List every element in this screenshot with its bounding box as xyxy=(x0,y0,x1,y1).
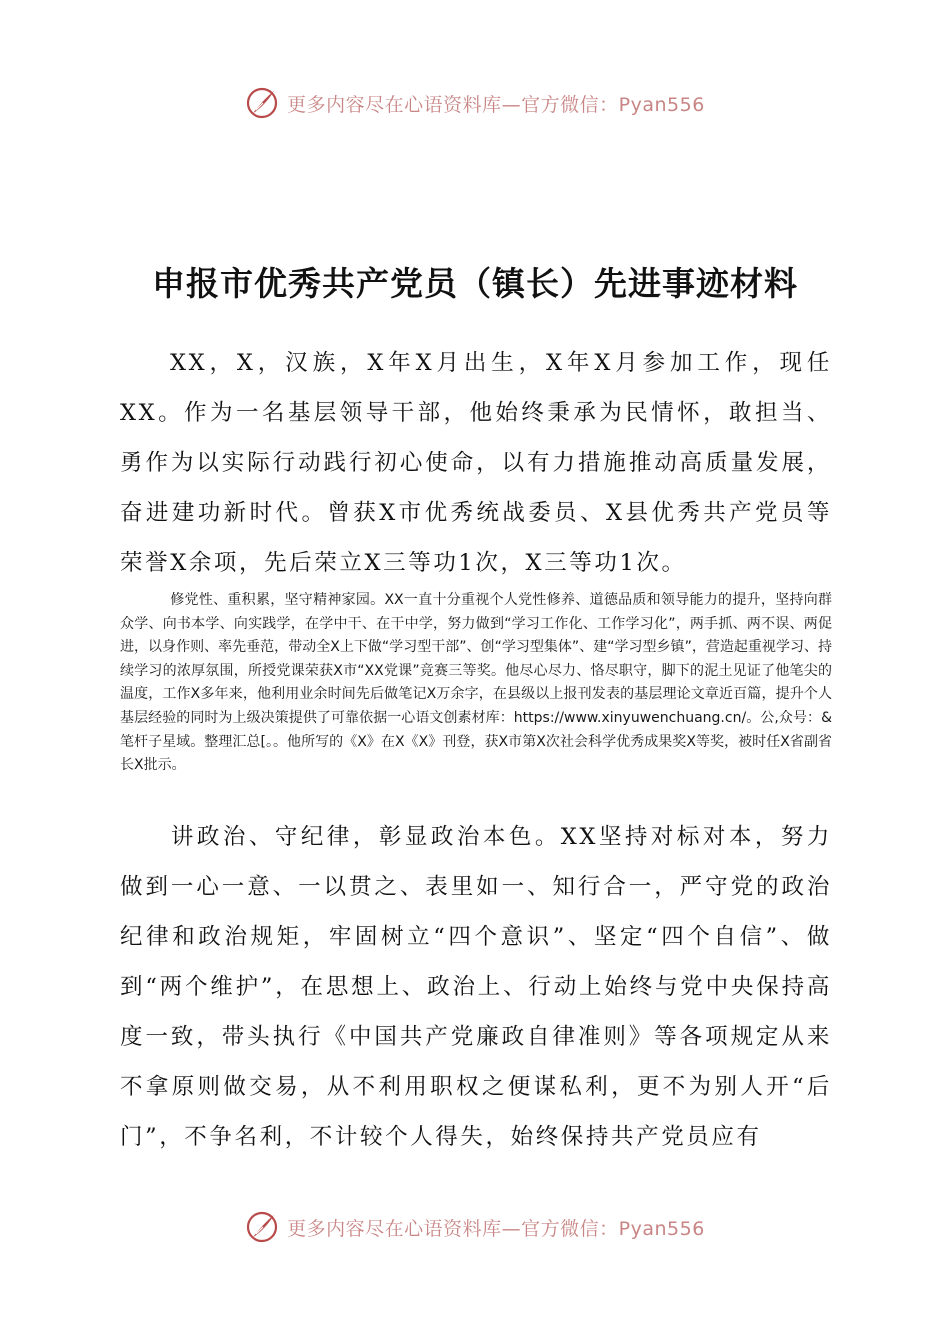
paragraph-intro-text: XX，X，汉族，X年X月出生，X年X月参加工作，现任XX。作为一名基层领导干部，他始终秉承为民情怀，敢担当、勇作为以实际行动践行初心使命，以有力措施推动高质量发展，奋进建功新时代。曾获X市优秀统战委员、X县优秀共产党员等荣誉X余项，先后荣立X三等功1次，X三等功1次。 xyxy=(120,350,832,576)
paragraph-politics-text: 讲政治、守纪律，彰显政治本色。XX坚持对标对本，努力做到一心一意、一以贯之、表里如一、知行合一，严守党的政治纪律和政治规矩，牢固树立“四个意识”、坚定“四个自信”、做到“两个维护”，在思想上、政治上、行动上始终与党中央保持高度一致，带头执行《中国共产党廉政自律准则》等各项规定从来不拿原则做交易，从不利用职权之便谋私利，更不为别人开“后门”，不争名利，不计较个人得失，始终保持共产党员应有 xyxy=(120,824,832,1150)
paragraph-party-spirit xyxy=(120,589,832,778)
header-banner xyxy=(0,86,950,120)
footer-banner xyxy=(0,1210,950,1244)
quill-circle-icon xyxy=(245,1210,279,1244)
quill-circle-icon xyxy=(245,86,279,120)
page-title: 申报市优秀共产党员（镇长）先进事迹材料 xyxy=(152,264,798,303)
paragraph-party-spirit-text: 修党性、重积累，坚守精神家园。XX一直十分重视个人党性修养、道德品质和领导能力的提升，坚持向群众学、向书本学、向实践学，在学中干、在干中学，努力做到“学习工作化、工作学习化”，两手抓、两不误、两促进，以身作则、率先垂范，带动全X上下做“学习型干部”、创“学习型集体”、建“学习型乡镇”，营造起重视学习、持续学习的浓厚氛围，所授党课荣获X市“XX党课”竞赛三等奖。他尽心尽力、恪尽职守，脚下的泥土见证了他笔尖的温度，工作X多年来，他利用业余时间先后做笔记X万余字，在县级以上报刊发表的基层理论文章近百篇，提升个人基层经验的同时为上级决策提供了可靠依据一心语文创素材库：https://www.xinyuwenchuang.cn/。公,众号：&笔杆子星域。整理汇总[。。他所写的《X》在X《X》刊登，获X市第X次社会科学优秀成果奖X等奖，被时任X省副省长X批示。 xyxy=(120,592,832,774)
paragraph-intro xyxy=(120,338,832,588)
paragraph-politics xyxy=(120,812,832,1162)
header-banner-text: 更多内容尽在心语资料库—官方微信：Pyan556 xyxy=(287,93,705,116)
footer-banner-text: 更多内容尽在心语资料库—官方微信：Pyan556 xyxy=(287,1217,705,1240)
